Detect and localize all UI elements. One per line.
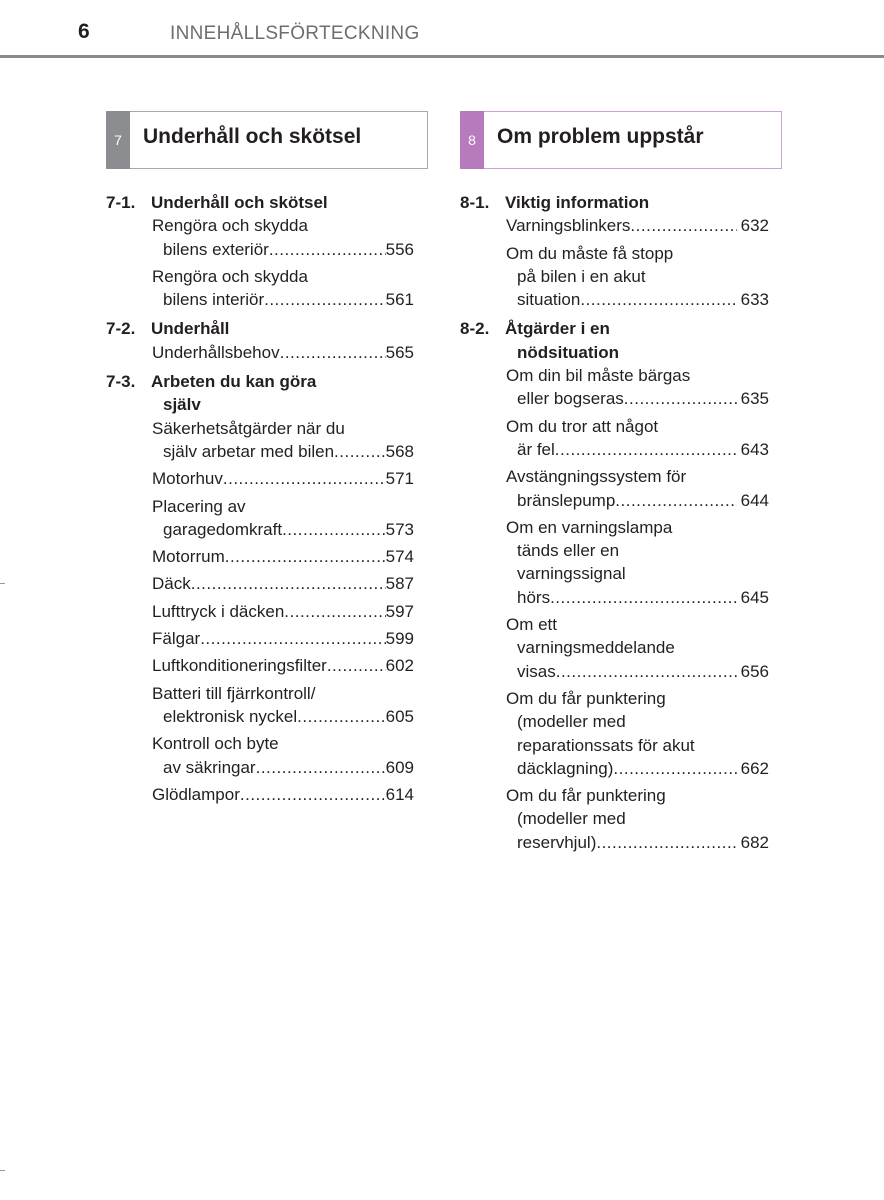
dot-leader	[223, 467, 386, 490]
chapter-title-line: Viktig information	[505, 193, 650, 212]
toc-column-section-7	[106, 111, 428, 812]
entry-page-number: 633	[740, 290, 769, 310]
entry-page-number: 643	[740, 439, 769, 459]
entry-text-line: Om en varningslampa	[506, 517, 673, 537]
entry-text-line: (modeller med	[517, 809, 626, 829]
toc-entry[interactable]	[152, 627, 414, 650]
entry-leader-line	[506, 489, 769, 512]
chapter-title	[151, 370, 428, 417]
toc-entry[interactable]	[506, 687, 769, 780]
entry-leader-line	[152, 545, 414, 568]
section-number-tab: 8	[460, 111, 484, 169]
toc-chapter	[106, 191, 428, 311]
entry-page-number: 597	[385, 601, 414, 621]
dot-leader	[630, 214, 736, 237]
dot-leader	[282, 518, 386, 541]
crop-mark	[0, 1170, 5, 1171]
chapter-heading[interactable]	[106, 317, 428, 340]
section-title: Underhåll och skötsel	[143, 125, 362, 148]
chapter-heading[interactable]	[460, 317, 782, 364]
toc-entry[interactable]	[152, 214, 414, 261]
entry-text-line: Om du får punktering	[506, 786, 666, 806]
entry-text-line: reservhjul)	[517, 832, 597, 852]
toc-entry[interactable]	[152, 545, 414, 568]
entry-text-line: Däck	[152, 574, 191, 594]
entry-page-number: 645	[740, 587, 769, 607]
entry-leader-line	[152, 600, 414, 623]
page-header	[0, 0, 884, 60]
entry-leader-line	[506, 214, 769, 237]
entry-text-line: bilens exteriör	[163, 239, 269, 259]
toc-entry[interactable]	[152, 682, 414, 729]
toc-column-section-8	[460, 111, 782, 860]
dot-leader	[269, 238, 386, 261]
dot-leader	[624, 387, 737, 410]
toc-entry[interactable]	[506, 516, 769, 609]
entry-text-line: Rengöra och skydda	[152, 216, 308, 236]
entry-page-number: 574	[385, 547, 414, 567]
entry-text-line: tänds eller en	[517, 541, 620, 561]
entry-leader-line	[152, 627, 414, 650]
chapter-title	[151, 317, 428, 340]
entry-leader-line	[152, 705, 414, 728]
entry-leader-line	[152, 518, 414, 541]
entry-text-line: Om ett	[506, 615, 558, 635]
entry-leader-line	[506, 660, 769, 683]
entry-text-line: varningsmeddelande	[517, 638, 675, 658]
entry-text-line: Fälgar	[152, 629, 201, 649]
toc-entry[interactable]	[152, 732, 414, 779]
entry-text-line: garagedomkraft	[163, 519, 283, 539]
chapter-number: 7-2.	[106, 319, 136, 339]
entry-text-line: varningssignal	[517, 564, 626, 584]
section-number-tab: 7	[106, 111, 130, 169]
section-heading-box	[460, 111, 782, 169]
entry-text-line: Kontroll och byte	[152, 734, 279, 754]
toc-entry[interactable]	[506, 415, 769, 462]
toc-entry[interactable]	[152, 783, 414, 806]
entry-text-line: Placering av	[152, 496, 246, 516]
entry-leader-line	[506, 387, 769, 410]
toc-entry[interactable]	[506, 364, 769, 411]
entry-text-line: på bilen i en akut	[517, 266, 646, 286]
chapter-title	[505, 191, 782, 214]
entry-leader-line	[152, 238, 414, 261]
entry-leader-line	[506, 586, 769, 609]
entry-leader-line	[152, 467, 414, 490]
dot-leader	[297, 705, 385, 728]
toc-chapter	[460, 191, 782, 311]
entry-text-line: Säkerhetsåtgärder när du	[152, 418, 345, 438]
entry-leader-line	[152, 341, 414, 364]
toc-entry[interactable]	[152, 654, 414, 677]
toc-entry[interactable]	[506, 214, 769, 237]
toc-entry[interactable]	[152, 495, 414, 542]
entry-page-number: 632	[740, 216, 769, 236]
entry-leader-line	[152, 440, 414, 463]
entry-leader-line	[506, 438, 769, 461]
toc-entry[interactable]	[152, 417, 414, 464]
toc-entry[interactable]	[152, 572, 414, 595]
entry-page-number: 605	[385, 706, 414, 726]
dot-leader	[555, 438, 737, 461]
chapter-title-line: Åtgärder i en	[505, 319, 610, 339]
dot-leader	[240, 783, 386, 806]
entry-page-number: 656	[740, 661, 769, 681]
toc-entry[interactable]	[506, 613, 769, 683]
toc-entry[interactable]	[506, 465, 769, 512]
entry-page-number: 609	[385, 757, 414, 777]
toc-entry[interactable]	[506, 784, 769, 854]
entry-text-line: visas	[517, 661, 556, 681]
entry-leader-line	[152, 756, 414, 779]
chapter-title-line: Arbeten du kan göra	[151, 372, 317, 392]
dot-leader	[550, 586, 737, 609]
entry-leader-line	[506, 288, 769, 311]
dot-leader	[613, 757, 736, 780]
entry-text-line: (modeller med	[517, 712, 626, 732]
entry-page-number: 556	[385, 239, 414, 259]
chapter-number: 7-3.	[106, 372, 136, 392]
chapter-heading[interactable]	[460, 191, 782, 214]
entry-text-line: Lufttryck i däcken	[152, 601, 285, 621]
dot-leader	[280, 341, 386, 364]
page-number: 6	[78, 20, 90, 43]
toc-entry[interactable]	[152, 600, 414, 623]
entry-text-line: Motorrum	[152, 547, 225, 567]
entry-page-number: 599	[385, 629, 414, 649]
entry-page-number: 614	[385, 784, 414, 804]
entry-text-line: bränslepump	[517, 490, 616, 510]
entry-page-number: 565	[385, 342, 414, 362]
chapter-number: 8-1.	[460, 193, 490, 212]
header-divider	[0, 55, 884, 58]
dot-leader	[284, 600, 385, 623]
toc-entry[interactable]	[152, 265, 414, 312]
entry-text-line: situation	[517, 290, 581, 310]
toc-list	[460, 191, 782, 854]
chapter-number: 7-1.	[106, 193, 136, 212]
chapter-title	[505, 317, 782, 364]
section-title: Om problem uppstår	[497, 125, 704, 148]
toc-chapter	[106, 370, 428, 806]
entry-leader-line	[152, 654, 414, 677]
chapter-number: 8-2.	[460, 319, 490, 339]
entry-page-number: 602	[385, 656, 414, 676]
dot-leader	[200, 627, 385, 650]
entry-text-line: Om din bil måste bärgas	[506, 366, 691, 386]
dot-leader	[596, 831, 736, 854]
toc-entry[interactable]	[152, 467, 414, 490]
entry-text-line: reparationssats för akut	[517, 735, 695, 755]
entry-page-number: 682	[740, 832, 769, 852]
entry-text-line: Varningsblinkers	[506, 216, 631, 236]
entry-leader-line	[506, 831, 769, 854]
dot-leader	[225, 545, 386, 568]
entry-text-line: Batteri till fjärrkontroll/	[152, 683, 316, 703]
entry-text-line: bilens interiör	[163, 290, 265, 310]
entry-page-number: 573	[385, 519, 414, 539]
dot-leader	[256, 756, 386, 779]
toc-chapter	[460, 317, 782, 854]
entry-page-number: 644	[740, 490, 769, 510]
entry-leader-line	[152, 572, 414, 595]
entry-leader-line	[152, 288, 414, 311]
entry-text-line: Rengöra och skydda	[152, 266, 308, 286]
entry-text-line: däcklagning)	[517, 758, 614, 778]
entry-text-line: eller bogseras	[517, 389, 624, 409]
chapter-title-line: Underhåll och skötsel	[151, 193, 328, 212]
entry-page-number: 571	[385, 469, 414, 489]
entry-leader-line	[152, 783, 414, 806]
toc-entry[interactable]	[152, 341, 414, 364]
dot-leader	[580, 288, 736, 311]
dot-leader	[327, 654, 386, 677]
chapter-heading[interactable]	[106, 370, 428, 417]
dot-leader	[556, 660, 737, 683]
entry-text-line: Luftkonditioneringsfilter	[152, 656, 327, 676]
entry-page-number: 662	[740, 758, 769, 778]
entry-text-line: är fel	[517, 439, 555, 459]
running-header-title: INNEHÅLLSFÖRTECKNING	[170, 23, 420, 44]
chapter-title-line: Underhåll	[151, 319, 230, 339]
chapter-heading[interactable]	[106, 191, 428, 214]
entry-text-line: Motorhuv	[152, 469, 223, 489]
entry-text-line: Om du måste få stopp	[506, 243, 674, 263]
entry-text-line: Avstängningssystem för	[506, 467, 687, 487]
entry-text-line: hörs	[517, 587, 551, 607]
entry-page-number: 635	[740, 389, 769, 409]
dot-leader	[264, 288, 386, 311]
dot-leader	[615, 489, 736, 512]
dot-leader	[191, 572, 386, 595]
entry-page-number: 587	[385, 574, 414, 594]
crop-mark	[0, 583, 5, 584]
chapter-title-line: själv	[163, 395, 201, 415]
entry-text-line: Glödlampor	[152, 784, 240, 804]
chapter-title	[151, 191, 428, 214]
entry-text-line: själv arbetar med bilen	[163, 441, 335, 461]
entry-text-line: elektronisk nyckel	[163, 706, 298, 726]
toc-chapter	[106, 317, 428, 364]
entry-text-line: Om du tror att något	[506, 416, 659, 436]
dot-leader	[334, 440, 386, 463]
entry-text-line: av säkringar	[163, 757, 256, 777]
chapter-title-line: nödsituation	[517, 342, 619, 362]
section-heading-box	[106, 111, 428, 169]
entry-leader-line	[506, 757, 769, 780]
toc-list	[106, 191, 428, 806]
entry-text-line: Underhållsbehov	[152, 342, 280, 362]
entry-page-number: 568	[385, 441, 414, 461]
entry-page-number: 561	[385, 290, 414, 310]
toc-entry[interactable]	[506, 242, 769, 312]
entry-text-line: Om du får punktering	[506, 688, 666, 708]
